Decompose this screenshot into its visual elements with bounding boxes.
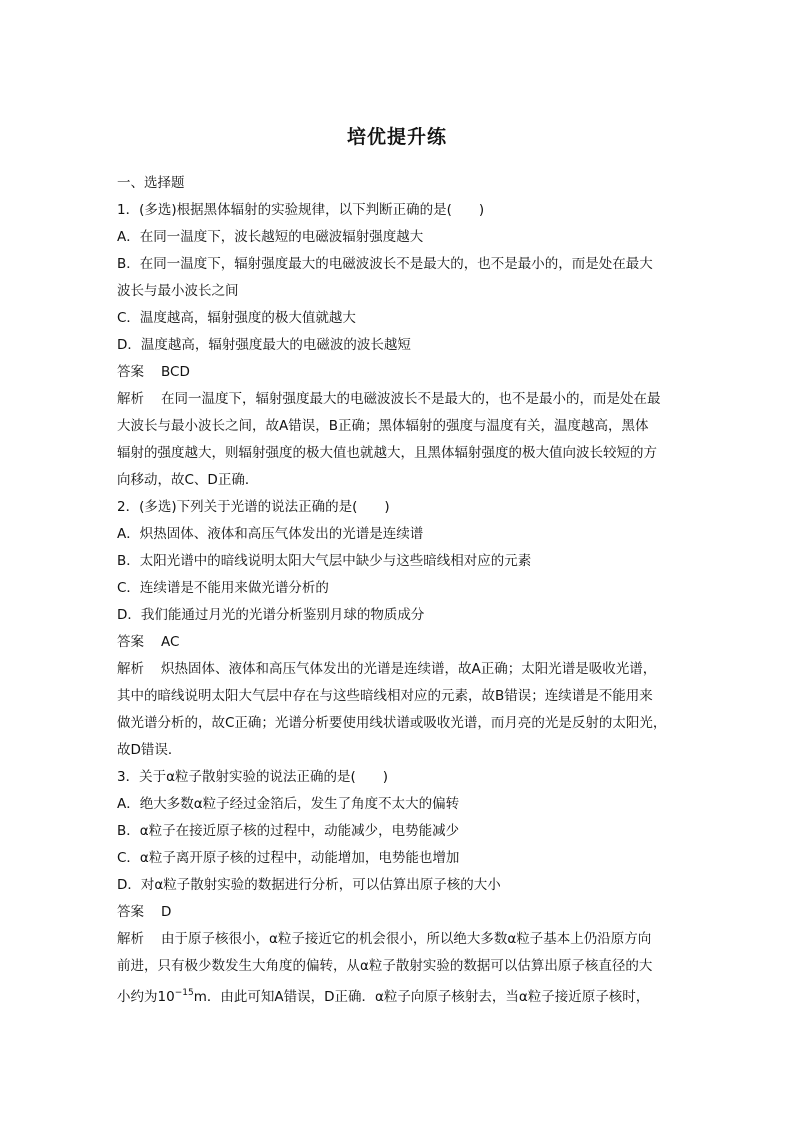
question-2-option-a: A．炽热固体、液体和高压气体发出的光谱是连续谱	[117, 526, 424, 542]
answer-value: D	[161, 904, 172, 920]
question-1-option-b: B．在同一温度下，辐射强度最大的电磁波波长不是最大的，也不是最小的，而是处在最大	[117, 256, 653, 272]
question-3-option-b: B．α粒子在接近原子核的过程中，动能减少，电势能减少	[117, 823, 460, 839]
question-1-answer	[117, 359, 679, 386]
analysis-label: 解析	[117, 931, 144, 947]
question-3-option-a: A．绝大多数α粒子经过金箔后，发生了角度不太大的偏转	[117, 796, 460, 812]
answer-value: BCD	[161, 364, 190, 380]
answer-label: 答案	[117, 364, 144, 380]
question-2-option-b: B．太阳光谱中的暗线说明太阳大气层中缺少与这些暗线相对应的元素	[117, 553, 532, 569]
document-body	[117, 170, 679, 1007]
question-2-analysis	[117, 656, 679, 683]
answer-label: 答案	[117, 904, 144, 920]
question-2-analysis-line: 其中的暗线说明太阳大气层中存在与这些暗线相对应的元素，故B错误；连续谱是不能用来	[117, 688, 653, 704]
question-1-analysis-line: 辐射的强度越大，则辐射强度的极大值也就越大，且黑体辐射强度的极大值向波长较短的方	[117, 445, 657, 461]
section-heading: 一、选择题	[117, 175, 185, 191]
answer-label: 答案	[117, 634, 144, 650]
analysis-label: 解析	[117, 391, 144, 407]
question-3-option-d: D．对α粒子散射实验的数据进行分析，可以估算出原子核的大小	[117, 877, 501, 893]
page-title: 培优提升练	[346, 126, 447, 148]
question-3-analysis-line: 前进，只有极少数发生大角度的偏转，从α粒子散射实验的数据可以估算出原子核直径的大	[117, 958, 653, 974]
question-3-answer	[117, 899, 679, 926]
answer-value: AC	[161, 634, 180, 650]
question-2-answer	[117, 629, 679, 656]
question-2-analysis-line: 做光谱分析的，故C正确；光谱分析要使用线状谱或吸收光谱，而月亮的光是反射的太阳光，	[117, 715, 667, 731]
question-1-analysis-line: 大波长与最小波长之间，故A错误，B正确；黑体辐射的强度与温度有关，温度越高，黑体	[117, 418, 649, 434]
question-3-stem: 3．关于α粒子散射实验的说法正确的是( )	[117, 769, 389, 785]
question-2-stem: 2．(多选)下列关于光谱的说法正确的是( )	[117, 499, 390, 515]
analysis-text: 在同一温度下，辐射强度最大的电磁波波长不是最大的，也不是最小的，而是处在最	[161, 391, 661, 407]
analysis-text: 由于原子核很小，α粒子接近它的机会很小，所以绝大多数α粒子基本上仍沿原方向	[161, 931, 652, 947]
analysis-text-pre: 小约为10	[117, 989, 175, 1005]
question-1-stem: 1．(多选)根据黑体辐射的实验规律，以下判断正确的是( )	[117, 202, 485, 218]
question-3-analysis	[117, 926, 679, 953]
question-3-analysis-line	[117, 980, 679, 1007]
analysis-label: 解析	[117, 661, 144, 677]
question-1-option-a: A．在同一温度下，波长越短的电磁波辐射强度越大	[117, 229, 424, 245]
question-1-option-b-cont: 波长与最小波长之间	[117, 283, 239, 299]
question-1-option-d: D．温度越高，辐射强度最大的电磁波的波长越短	[117, 337, 411, 353]
question-2-option-c: C．连续谱是不能用来做光谱分析的	[117, 580, 329, 596]
exponent: −15	[174, 988, 194, 998]
question-2-analysis-line: 故D错误．	[117, 742, 182, 758]
question-1-option-c: C．温度越高，辐射强度的极大值就越大	[117, 310, 356, 326]
question-2-option-d: D．我们能通过月光的光谱分析鉴别月球的物质成分	[117, 607, 425, 623]
question-1-analysis	[117, 386, 679, 413]
analysis-text-post: m．由此可知A错误，D正确．α粒子向原子核射去，当α粒子接近原子核时，	[193, 989, 650, 1005]
question-1-analysis-line: 向移动，故C、D正确．	[117, 472, 259, 488]
question-3-option-c: C．α粒子离开原子核的过程中，动能增加，电势能也增加	[117, 850, 460, 866]
analysis-text: 炽热固体、液体和高压气体发出的光谱是连续谱，故A正确；太阳光谱是吸收光谱，	[161, 661, 657, 677]
